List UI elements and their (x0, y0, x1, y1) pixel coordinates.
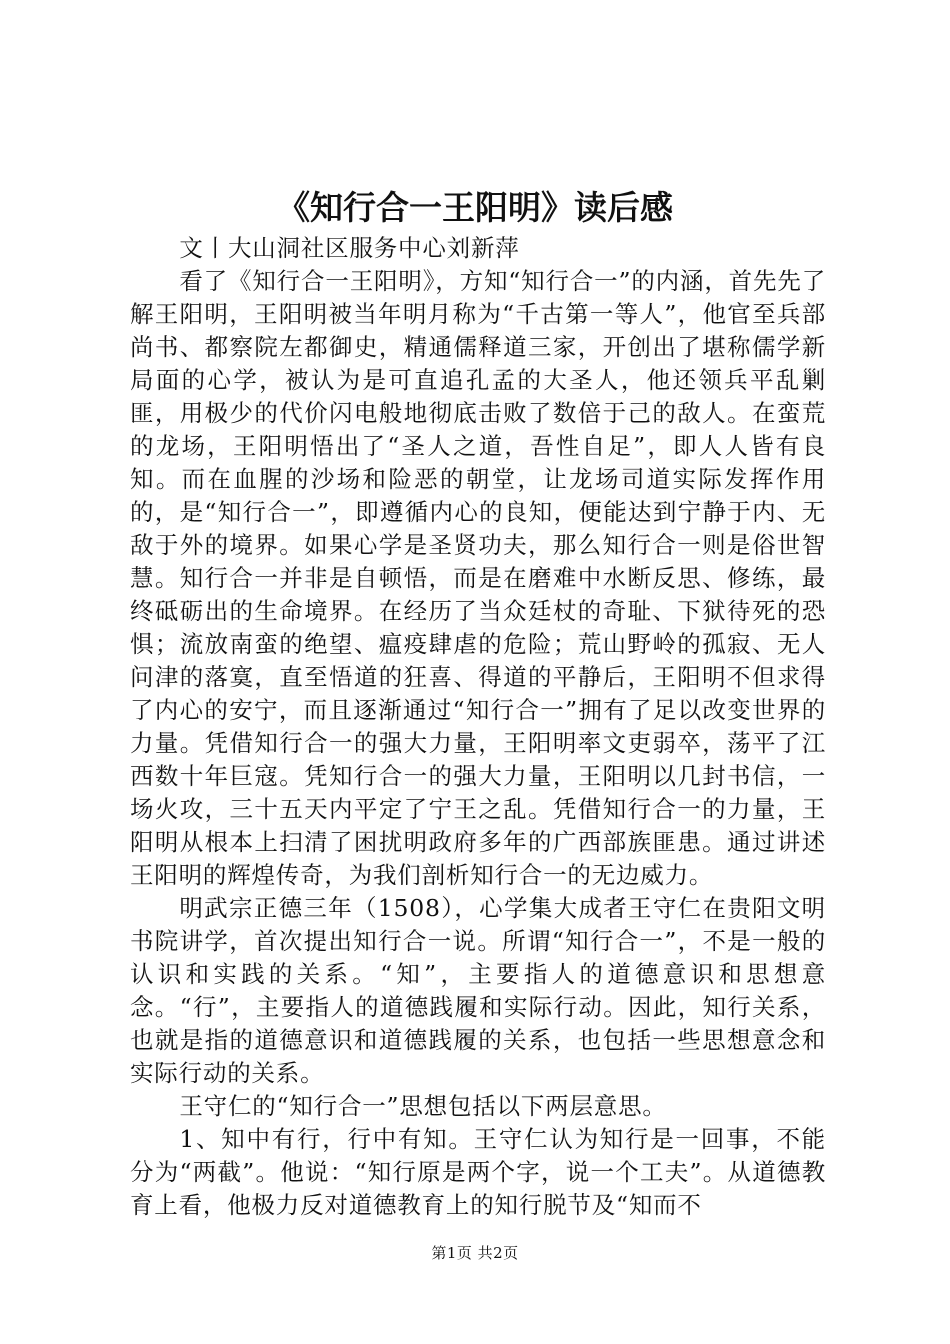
document-title: 《知行合一王阳明》读后感 (277, 188, 673, 227)
paragraph-3: 王守仁的“知行合一”思想包括以下两层意思。 (179, 1092, 667, 1120)
paragraph-2: 明武宗正德三年（1508），心学集大成者王守仁在贵阳文明书院讲学，首次提出知行合一说。所谓“知行合一”，不是一般的认识和实践的关系。“知”，主要指人的道德意识和思想意念。“行”，主要指人的道德践履和实际行动。因此，知行关系，也就是指的道德意识和道德践履的关系，也包括一些思想意念和实际行动的关系。 (130, 894, 826, 1087)
paragraph-1: 看了《知行合一王阳明》，方知“知行合一”的内涵，首先先了解王阳明，王阳明被当年明月称为“千古第一等人”，他官至兵部尚书、都察院左都御史，精通儒释道三家，开创出了堪称儒学新局面的心学，被认为是可直追孔孟的大圣人，他还领兵平乱剿匪，用极少的代价闪电般地彻底击败了数倍于己的敌人。在蛮荒的龙场，王阳明悟出了“圣人之道，吾性自足”，即人人皆有良知。而在血腥的沙场和险恶的朝堂，让龙场司道实际发挥作用的，是“知行合一”，即遵循内心的良知，便能达到宁静于内、无敌于外的境界。如果心学是圣贤功夫，那么知行合一则是俗世智慧。知行合一并非是自顿悟，而是在磨难中水断反思、修练，最终砥砺出的生命境界。在经历了当众廷杖的奇耻、下狱待死的恐惧；流放南蛮的绝望、瘟疫肆虐的危险；荒山野岭的孤寂、无人问津的落寞，直至悟道的狂喜、得道的平静后，王阳明不但求得了内心的安宁，而且逐渐通过“知行合一”拥有了足以改变世界的力量。凭借知行合一的强大力量，王阳明率文吏弱卒，荡平了江西数十年巨寇。凭知行合一的强大力量，王阳明以几封书信，一场火攻，三十五天内平定了宁王之乱。凭借知行合一的力量，王阳明从根本上扫清了困扰明政府多年的广西部族匪患。通过讲述王阳明的辉煌传奇，为我们剖析知行合一的无边威力。 (130, 267, 826, 889)
document-body (130, 232, 826, 1222)
paragraph-4: 1、知中有行，行中有知。王守仁认为知行是一回事，不能分为“两截”。他说：“知行原是两个字，说一个工夫”。从道德教育上看，他极力反对道德教育上的知行脱节及“知而不 (130, 1125, 826, 1219)
byline: 文丨大山洞社区服务中心刘新萍 (179, 234, 520, 262)
page-footer: 第1页 共2页 (431, 1244, 519, 1262)
